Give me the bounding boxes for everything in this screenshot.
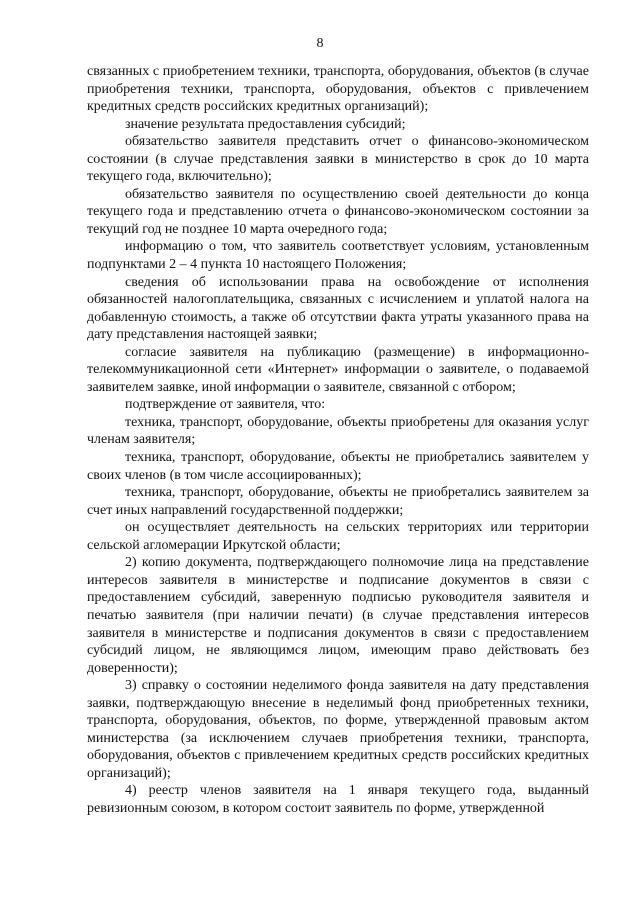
paragraph: техника, транспорт, оборудование, объекты не приобретались заявителем у своих членов (в том числе ассоциированных); (87, 450, 589, 483)
paragraph: сведения об использовании права на освобождение от исполнения обязанностей налогоплательщика, связанных с исчислением и уплатой налога на добавленную стоимость, а также об отсутствии факта утраты указанного права на дату представления настоящей заявки; (87, 274, 589, 343)
paragraph: обязательство заявителя по осуществлению своей деятельности до конца текущего года и представлению отчета о финансово-экономическом состоянии за текущий год не позднее 10 марта очередного года; (87, 186, 589, 237)
page-number: 8 (316, 36, 324, 51)
paragraph: значение результата предоставления субсидий; (125, 116, 406, 132)
paragraph: связанных с приобретением техники, транспорта, оборудования, объектов (в случае приобретения техники, транспорта, оборудования, объектов с привлечением кредитных средств российских кредитных организаций); (87, 64, 589, 115)
paragraph: 3) справку о состоянии неделимого фонда заявителя на дату представления заявки, подтверждающую внесение в неделимый фонд приобретенных техники, транспорта, оборудования, объектов, по форме, утвержденной правовым актом министерства (за исключением случаев приобретения техники, транспорта, оборудования, объектов с привлечением кредитных средств российских кредитных организаций); (87, 678, 589, 781)
paragraph: он осуществляет деятельность на сельских территориях или территории сельской агломерации Иркутской области; (87, 520, 589, 553)
paragraph: обязательство заявителя представить отчет о финансово-экономическом состоянии (в случае представления заявки в министерство в срок до 10 марта текущего года, включительно); (87, 134, 589, 185)
paragraph: согласие заявителя на публикацию (размещение) в информационно-телекоммуникационной сети «Интернет» информации о заявителе, о подаваемой заявителем заявке, иной информации о заявителе, связанной с отбором; (87, 344, 589, 395)
paragraph: 4) реестр членов заявителя на 1 января текущего года, выданный ревизионным союзом, в котором состоит заявитель по форме, утвержденной (87, 783, 589, 816)
paragraph: техника, транспорт, оборудование, объекты приобретены для оказания услуг членам заявителя; (87, 414, 589, 448)
paragraph: 2) копию документа, подтверждающего полномочие лица на представление интересов заявителя в министерстве и подписание документов в связи с предоставлением субсидий, заверенную подписью руководителя заявителя и печатью заявителя (при наличии печати) (в случае представления интересов заявителя в министерстве и подписания документов в связи с предоставлением субсидий лицом, не являющимся лицом, имеющим право действовать без доверенности); (87, 555, 589, 676)
document-body (87, 63, 589, 818)
paragraph: информацию о том, что заявитель соответствует условиям, установленным подпунктами 2 – 4 пункта 10 настоящего Положения; (87, 239, 589, 273)
paragraph: техника, транспорт, оборудование, объекты не приобретались заявителем за счет иных направлений государственной поддержки; (87, 485, 589, 518)
paragraph: подтверждение от заявителя, что: (125, 397, 326, 413)
